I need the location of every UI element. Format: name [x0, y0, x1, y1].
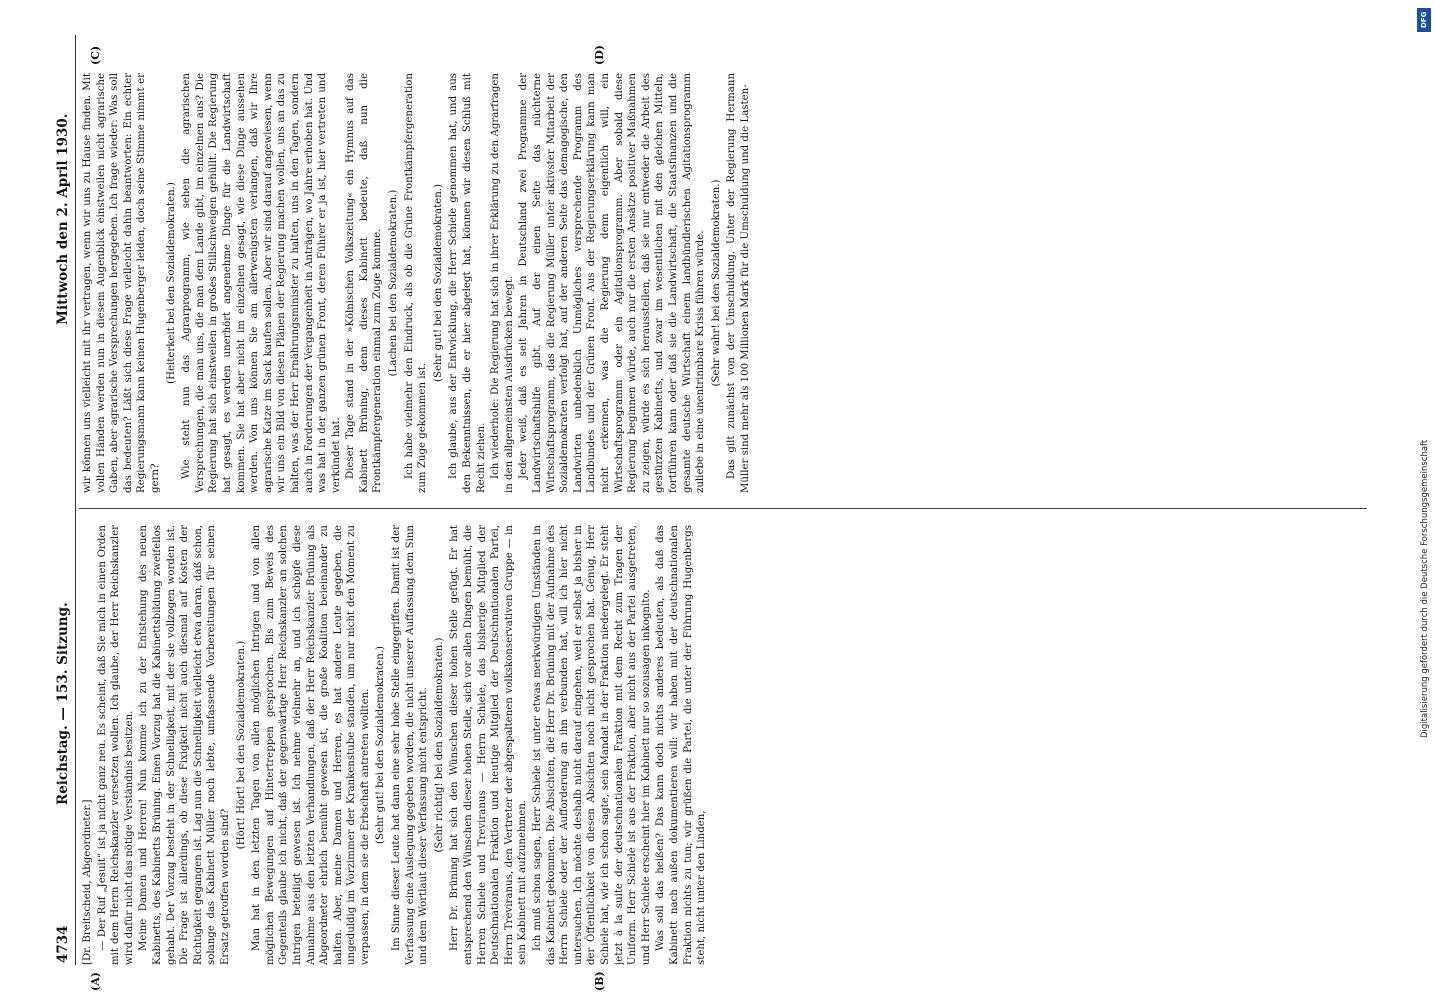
interjection: (Sehr gut! bei den Sozialdemokraten.) — [375, 646, 387, 844]
paragraph: Das gilt zunächst von der Umschuldung. Unter der Regierung Hermann Müller sind mehr als 100 Millionen Mark für die Umschuldung und die Lasten- — [726, 73, 751, 493]
digitization-note: Digitalisierung gefördert durch die Deutsche Forschungsgemeinschaft — [1420, 439, 1430, 738]
interjection: (Heiterkeit bei den Sozialdemokraten.) — [165, 182, 177, 384]
margin-mark-b: (B) — [593, 971, 606, 991]
margin-mark-c: (C) — [89, 45, 102, 65]
paragraph: Jeder weiß, daß es seit Jahren in Deutschland zwei Programme der Landwirtschaftshilfe gibt. Auf der einen Seite das nüchterne Wirtschaftsprogramm, das die Regierung Müller unter aktivster Mitarbeit der Sozialdemokraten verfolgt hat, auf der anderen Seite das demagogische, den Landwirten unbedenklich Unmögliches versprechende Programm des Landbundes und der Grünen Front. Aus der Regierungserklärung kann man nicht erkennen, was die Regierung denn eigentlich will, ein Wirtschaftsprogramm oder ein Agitationsprogramm. Aber sobald diese Regierung beginnen würde, auch nur die ersten Ansätze positiver Maßnahmen zu zeigen, würde es sich herausstellen, daß sie nur entweder die Arbeit des gestürzten Kabinetts, und zwar im wesentlichen mit den gleichen Mitteln, fortführen kann oder daß sie die Landwirtschaft, die Staatsfinanzen und die gesamte deutsche Wirtschaft einem landbündlerischen Agitationsprogramm zuliebe in eine unentrinnbare Krisis führen würde. — [518, 73, 707, 493]
column-divider — [79, 508, 1367, 509]
rotated-document-page — [53, 35, 1371, 991]
margin-mark-d: (D) — [593, 45, 606, 65]
margin-mark-a: (A) — [89, 972, 102, 991]
interjection: (Sehr wahr! bei den Sozialdemokraten.) — [710, 179, 722, 387]
right-column — [81, 73, 1363, 493]
paragraph: Ich habe vielmehr den Eindruck, als ob die Grüne Frontkämpfergeneration zum Zuge gekommen ist. — [403, 73, 429, 493]
paragraph: Ich wiederhole: Die Regierung hat sich in ihrer Erklärung zu den Agrarfragen in den allgemeinsten Ausdrücken bewegt. — [490, 73, 515, 493]
speaker-line: [Dr. Breitscheid, Abgeordneter.] — [82, 799, 93, 965]
interjection: (Hört! Hört! bei den Sozialdemokraten.) — [235, 640, 247, 850]
date-title: Mittwoch den 2. April 1930. — [55, 113, 71, 325]
interjection: (Sehr gut! bei den Sozialdemokraten.) — [432, 184, 444, 382]
interjection: (Sehr richtig! bei den Sozialdemokraten.) — [433, 637, 445, 853]
digitization-strip — [1412, 0, 1434, 1000]
session-title: Reichstag. — 153. Sitzung. — [55, 602, 71, 805]
paragraph: Ich muß schon sagen, Herr Schiele ist unter etwas merkwürdigen Umständen in das Kabinett gekommen. Die Absichten, die Herr Dr. Brüning mit der Aufnahme des Herrn Schiele oder der Aufforderung an ihn verbunden hat, will ich hier nicht untersuchen. Ich möchte deshalb nicht darauf eingehen, weil er selbst ja bisher in der Öffentlichkeit von diesen Absichten noch nicht gesprochen hat. Genug, Herr Schiele hat, wie ich schon sagte, sein Mandat in der Fraktion niedergelegt. Er steht jetzt à la suite der deutschnationalen Fraktion mit dem Recht zum Tragen der Uniform. Herr Schiele ist aus der Fraktion, aber nicht aus der Partei ausgetreten, und Herr Schiele erscheint hier im Kabinett nur so sozusagen inkognito. — [532, 525, 652, 965]
paragraph: Dieser Tage stand in der »Kölnischen Volkszeitung« ein Hymnus auf das Kabinett Brüning, denn dieses Kabinett bedeute, daß nun die Frontkämpfergeneration einmal zum Zuge komme. — [345, 73, 384, 493]
page-header — [53, 35, 76, 965]
page-number: 4734 — [55, 925, 71, 963]
dfg-logo-icon: DFG — [1417, 8, 1431, 32]
paragraph: Meine Damen und Herren! Nun komme ich zu der Entstehung des neuen Kabinetts, des Kabinetts Brüning. Einen Vorzug hat die Kabinettsbildung zweifellos gehabt. Der Vorzug besteht in der Schnelligkeit, mit der sie vollzogen worden ist. Die Frage ist allerdings, ob diese Fixigkeit nicht auch diesmal auf Kosten der Richtigkeit gegangen ist. Lag nun die Schnelligkeit vielleicht etwa daran, daß schon, solange das Kabinett Müller noch lebte, umfassende Vorbereitungen für seinen Ersatz getroffen worden sind? — [138, 525, 231, 965]
paragraph: — Der Ruf „Jesuit“ ist ja nicht ganz neu. Es scheint, daß Sie mich in einen Orden mit dem Herrn Reichskanzler versetzen wollen. Ich glaube, der Herr Reichskanzler wird dafür nicht das nötige Verständnis besitzen. — [96, 525, 135, 965]
paragraph: Man hat in den letzten Tagen von allen möglichen Intrigen und von allen möglichen Bewegungen auf Hintertreppen gesprochen. Bis zum Beweis des Gegenteils glaube ich nicht, daß der gegenwärtige Herr Reichskanzler an solchen Intrigen beteiligt gewesen ist. Ich nehme vielmehr an, und ich schöpfe diese Annahme aus den letzten Verhandlungen, daß der Herr Reichskanzler Brüning als Abgeordneter ehrlich bemüht gewesen ist, die große Koalition beieinander zu halten. Aber, meine Damen und Herren, es hat andere Leute gegeben, die ungeduldig im Vorzimmer der Krankenstube standen, um nur nicht den Moment zu verpassen, in dem sie die Erbschaft antreten wollten. — [251, 525, 371, 965]
paragraph: Wie steht nun das Agrarprogramm, wie sehen die agrarischen Versprechungen, die man uns, die man dem Lande gibt, im einzelnen aus? Die Regierung hat sich einstweilen in großes Stillschweigen gehüllt. Die Regierung hat gesagt, es werden unerhört angenehme Dinge für die Landwirtschaft kommen. Sie hat aber nicht im einzelnen gesagt, wie diese Dinge aussehen werden. Von uns können Sie am allerwenigsten verlangen, daß wir Ihre agrarische Katze im Sack kaufen sollen. Aber wir sind darauf angewiesen, wenn wir uns ein Bild von diesen Plänen der Regierung machen wollen, uns an das zu halten, was der Herr Ernährungsminister zu halten, uns in den Tagen, sondern auch in Forderungen der Vergangenheit in Anträgen, wo Jahre erhoben hat. Und was hat in der ganzen grünen Front, deren Führer er ja ist, hier vertreten und verkündet hat. — [181, 73, 342, 493]
paragraph: Was soll das heißen? Das kann doch nichts anderes bedeuten, als daß das Kabinett nach außen dokumentieren will: wir haben mit der deutschnationalen Fraktion nichts zu tun; wir grüßen die Partei, die unter der Führung Hugenbergs steht, nicht unter den Linden, — [655, 525, 708, 965]
paragraph: Herr Dr. Brüning hat sich den Wünschen dieser hohen Stelle gefügt. Er hat entsprechend den Wünschen dieser hohen Stelle, sich vor allen Dingen bemüht, die Herren Schiele und Treviranus — Herrn Schiele, das bisherige Mitglied der Deutschnationalen Fraktion und heutige Mitglied der Deutschnationalen Partei, Herrn Treviranus, den Vertreter der abgespaltenen volkskonservativen Gruppe — in sein Kabinett mit aufzunehmen. — [449, 525, 529, 965]
paragraph: wir können uns vielleicht mit ihr vertragen, wenn wir uns zu Hause finden. Mit vollen Händen werden nun in diesem Augenblick einstweilen nicht agrarische Gaben, aber agrarische Versprechungen hergegeben. Ich frage wieder: Was soll das bedeuten? Läßt sich diese Frage vielleicht dahin beantworten: Ein echter Regierungsmann kann keinen Hugenberger leiden, doch seine Stimme nimmt er gern? — [82, 73, 161, 493]
left-column — [81, 525, 1363, 965]
interjection: (Lachen bei den Sozialdemokraten.) — [388, 189, 400, 377]
paragraph: Im Sinne dieser Leute hat dann eine sehr hohe Stelle eingegriffen. Damit ist der Verfassung eine Auslegung gegeben worden, die nicht unserer Auffassung dem Sinn und dem Wortlaut dieser Verfassung nicht entspricht. — [391, 525, 430, 965]
paragraph: Ich glaube, aus der Entwicklung, die Herr Schiele genommen hat, und aus den Bekenntnissen, die er hier abgelegt hat, können wir diesen Schluß mit Recht ziehen. — [448, 73, 487, 493]
